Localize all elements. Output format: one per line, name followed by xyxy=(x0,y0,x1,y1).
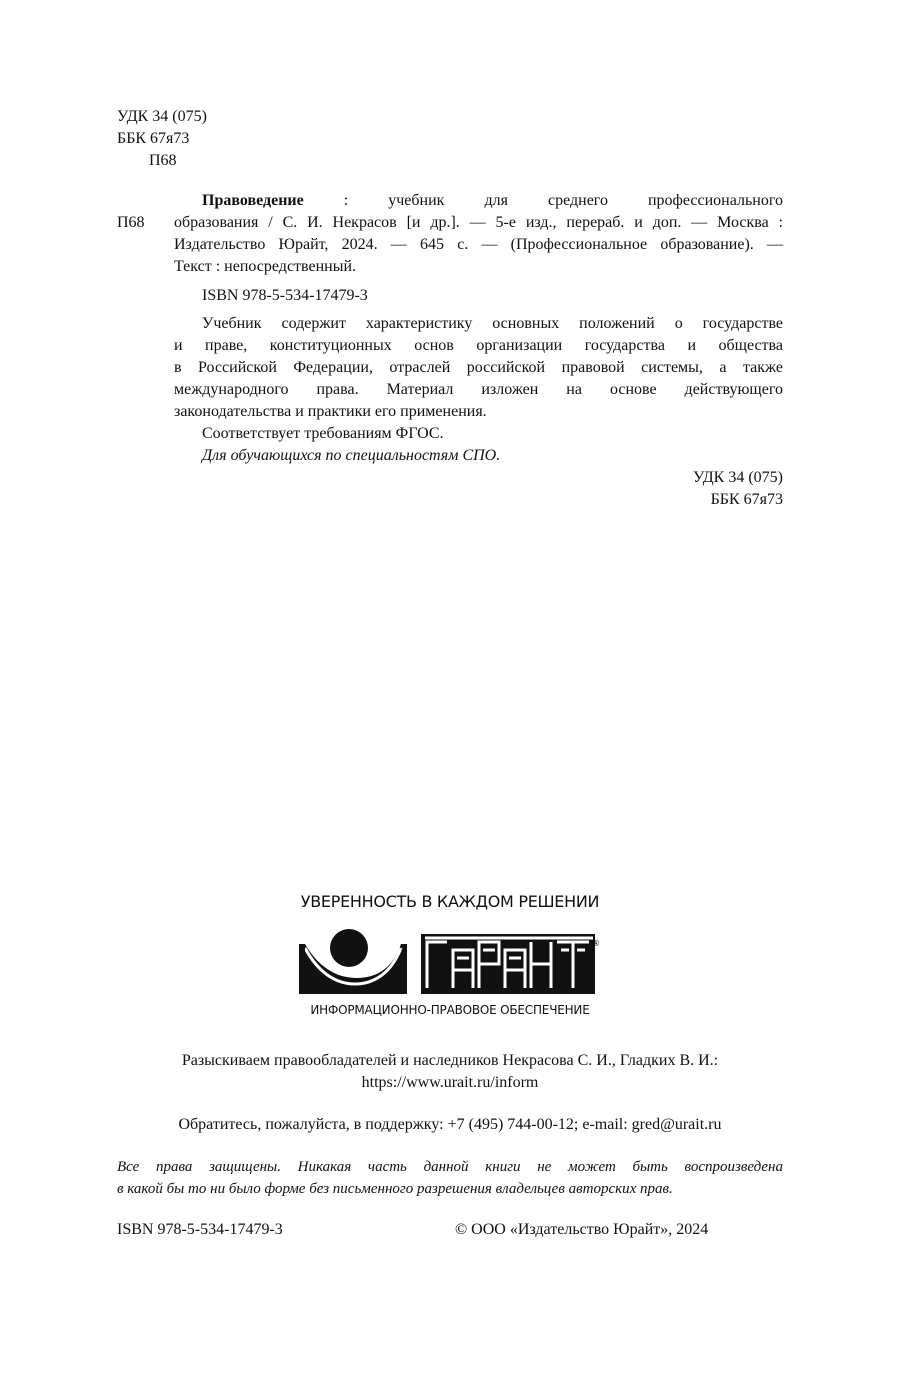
audience-text: Для обучающихся по специальностям СПО. xyxy=(202,447,501,464)
copyright-notice-line: в какой бы то ни было форме без письменного разрешения владельцев авторских прав. xyxy=(117,1181,673,1197)
garant-subtitle: ИНФОРМАЦИОННО-ПРАВОВОЕ ОБЕСПЕЧЕНИЕ xyxy=(310,1003,590,1017)
annotation-line: Учебник содержит характеристику основных положений о государстве xyxy=(202,315,783,332)
author-mark: П68 xyxy=(149,152,177,169)
bibliographic-first-line xyxy=(174,190,783,212)
garant-registered-mark: ® xyxy=(592,939,600,948)
bbk-code: ББК 67я73 xyxy=(117,130,190,147)
annotation-line: и праве, конституционных основ организации государства и общества xyxy=(174,337,783,354)
footer-copyright: © ООО «Издательство Юрайт», 2024 xyxy=(455,1221,709,1238)
copyright-notice-line: Все права защищены. Никакая часть данной книги не может быть воспроизведена xyxy=(117,1159,783,1175)
fgos-note: Соответствует требованиям ФГОС. xyxy=(202,425,444,442)
annotation-line: законодательства и практики его применения. xyxy=(174,403,487,420)
udk-code-repeat: УДК 34 (075) xyxy=(693,469,783,486)
garant-ball-icon xyxy=(330,929,368,967)
copyright-notice xyxy=(117,1156,783,1200)
annotation-line: международного права. Материал изложен на основе действующего xyxy=(174,381,783,398)
bibliographic-record xyxy=(174,190,783,278)
garant-wordmark-text xyxy=(0,0,1,1)
side-author-mark: П68 xyxy=(117,214,145,231)
bibliographic-first-line-rest: : учебник для среднего профессионального xyxy=(303,192,783,209)
bibliographic-line: Издательство Юрайт, 2024. — 645 с. — (Профессиональное образование). — xyxy=(174,236,783,253)
isbn: ISBN 978-5-534-17479-3 xyxy=(202,287,368,304)
book-title: Правоведение xyxy=(202,192,304,209)
annotation-line: в Российской Федерации, отраслей российской правовой системы, а также xyxy=(174,359,783,376)
annotation xyxy=(174,313,783,467)
footer-isbn: ISBN 978-5-534-17479-3 xyxy=(117,1221,283,1238)
bibliographic-line: образования / С. И. Некрасов [и др.]. — 5-е изд., перераб. и доп. — Москва : xyxy=(174,214,783,231)
garant-slogan: УВЕРЕННОСТЬ В КАЖДОМ РЕШЕНИИ xyxy=(300,892,600,911)
bibliographic-line: Текст : непосредственный. xyxy=(174,258,357,275)
bbk-code-repeat: ББК 67я73 xyxy=(710,491,783,508)
rights-holders-notice: Разыскиваем правообладателей и наследников Некрасова С. И., Гладких В. И.: xyxy=(181,1052,719,1069)
garant-emblem-icon xyxy=(297,928,603,998)
udk-code: УДК 34 (075) xyxy=(117,108,207,125)
support-contacts: Обратитесь, пожалуйста, в поддержку: +7 (495) 744-00-12; e-mail: gred@urait.ru xyxy=(178,1116,722,1133)
garant-logo xyxy=(297,928,603,998)
audience-note xyxy=(174,445,783,467)
rights-holders-url[interactable]: https://www.urait.ru/inform xyxy=(361,1074,539,1091)
